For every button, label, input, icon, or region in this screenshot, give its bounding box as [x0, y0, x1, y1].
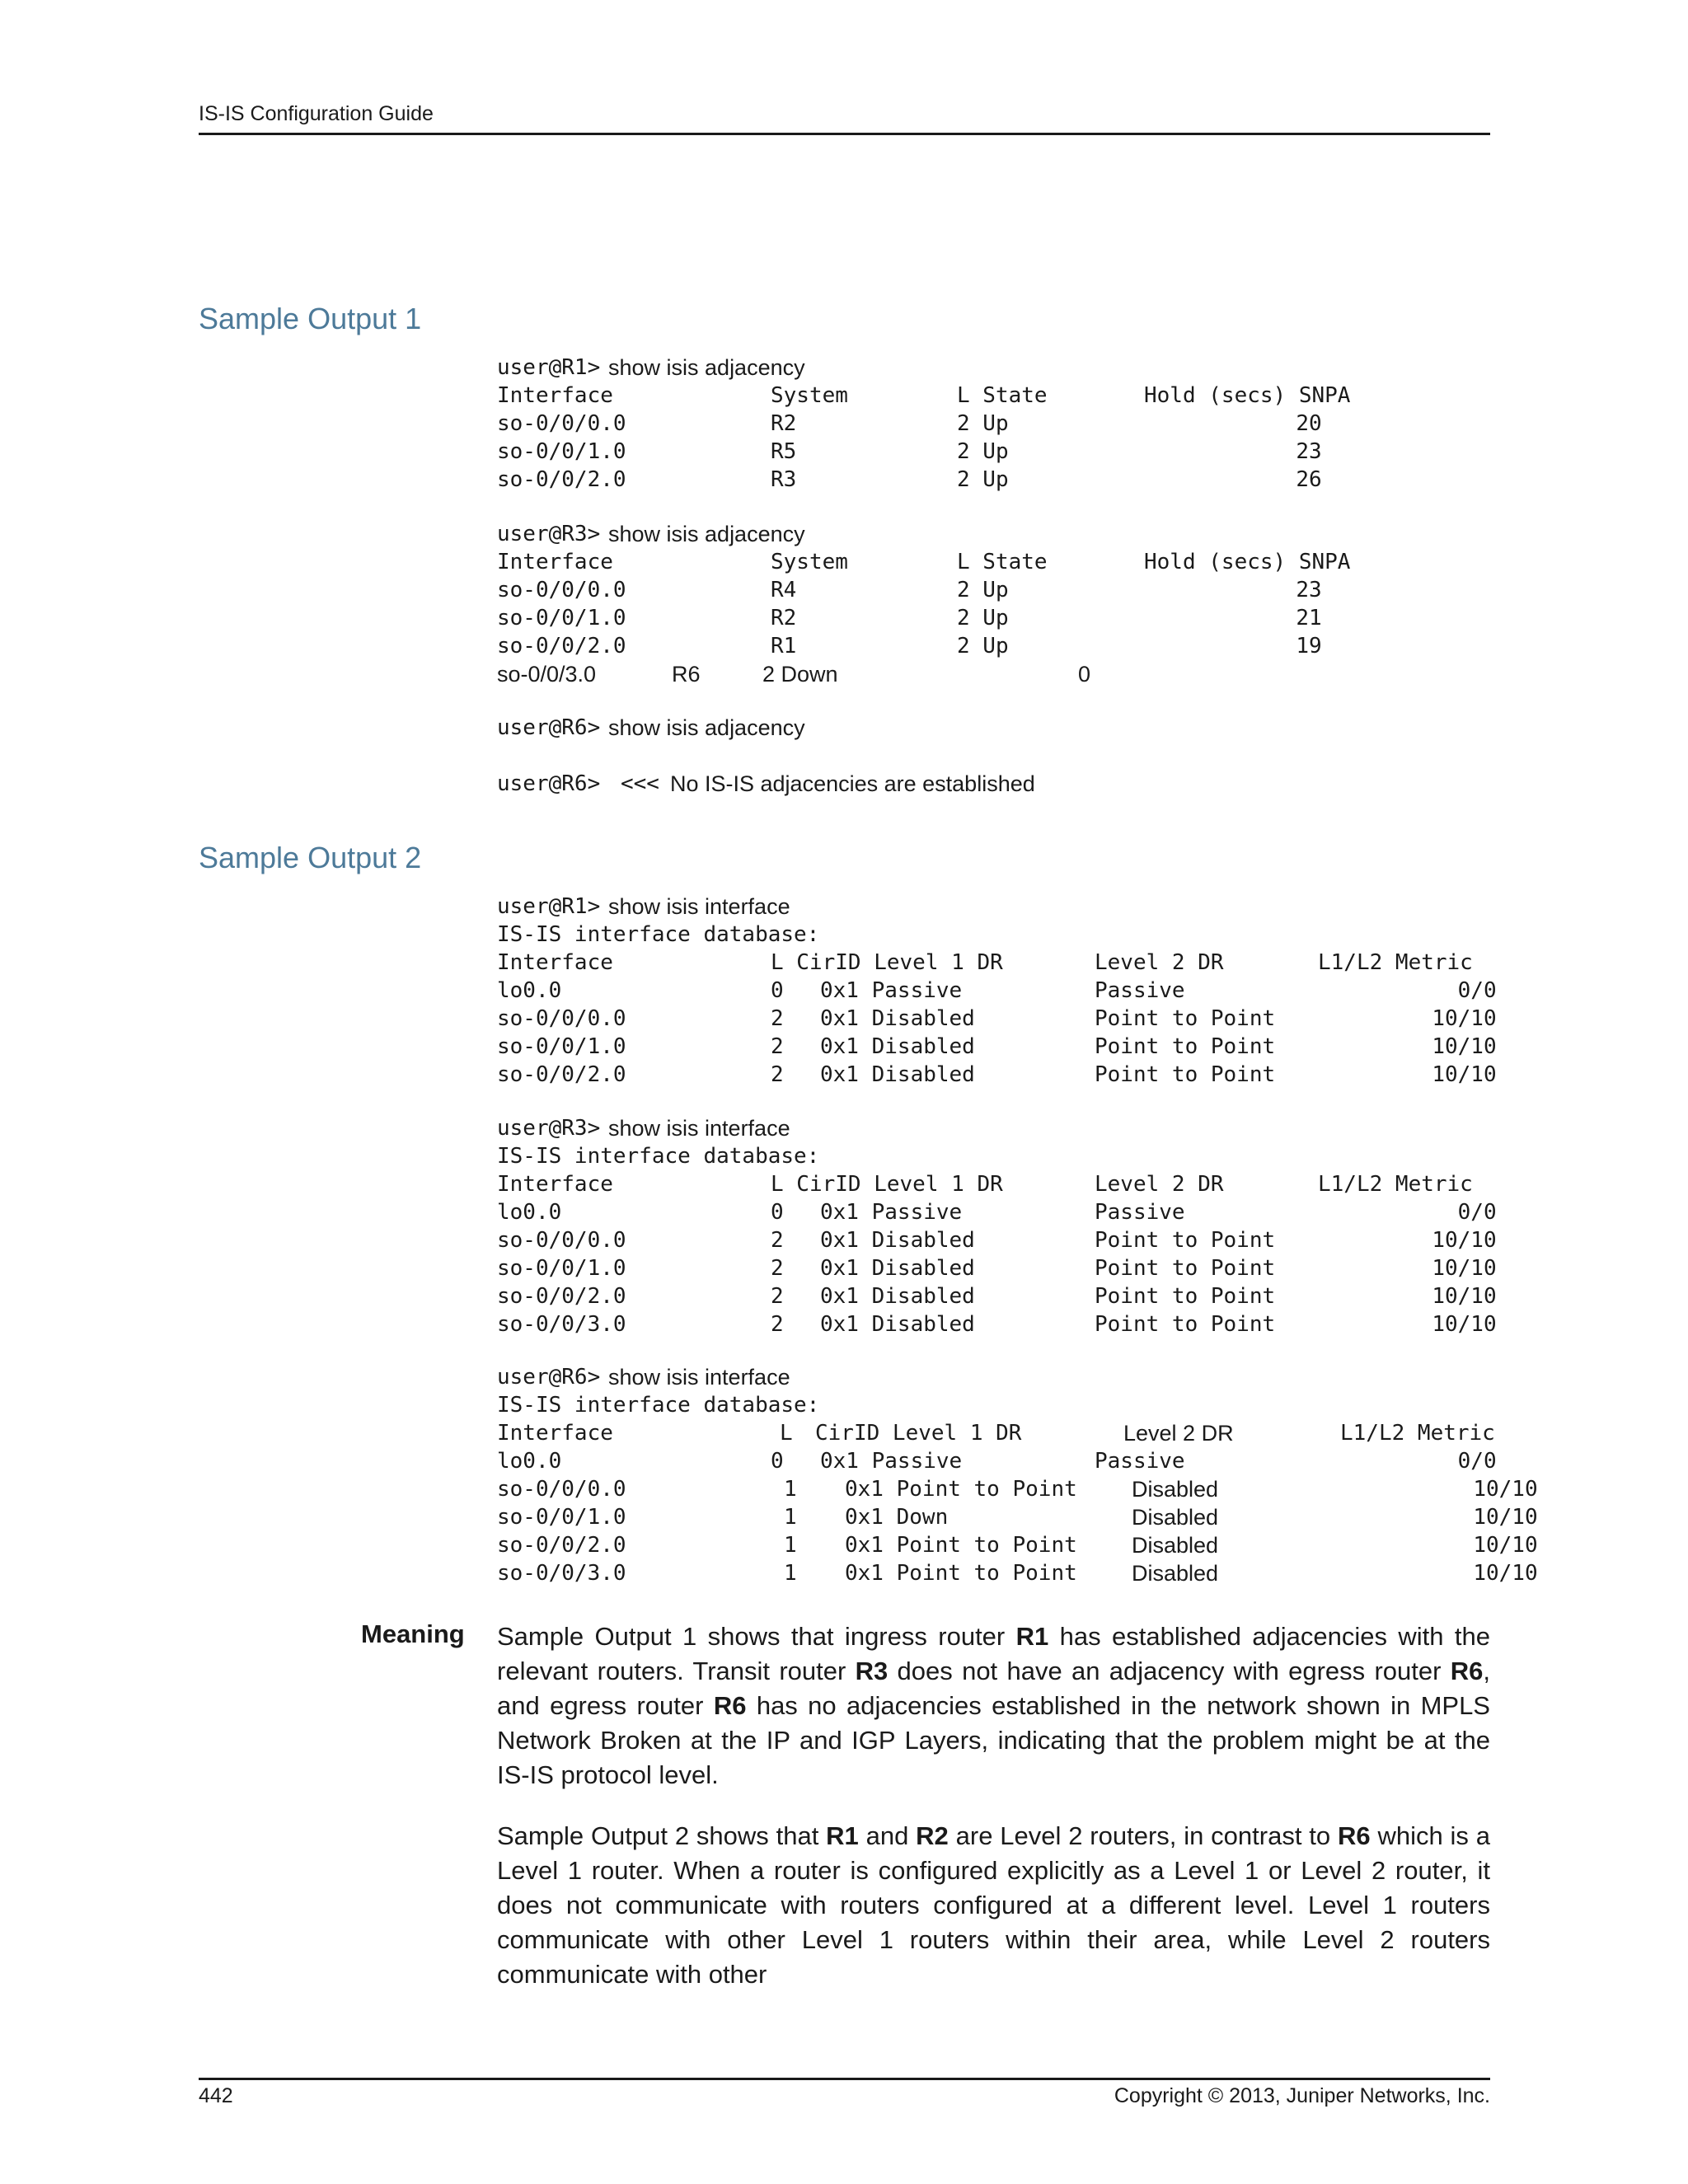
col-metric: L1/L2 Metric	[1340, 1421, 1495, 1446]
command: show isis adjacency	[608, 522, 805, 546]
cell-l: 1	[784, 1477, 797, 1502]
cell-level1: 0x1 Point to Point	[845, 1533, 1077, 1558]
cell-level2: Disabled	[1132, 1561, 1219, 1586]
prompt: user@R6>	[497, 1365, 601, 1390]
cell-system: R1	[771, 634, 797, 658]
cell-l: 1	[784, 1505, 797, 1530]
prompt: user@R3>	[497, 1116, 601, 1141]
table-row	[497, 1033, 1497, 1061]
cell-interface: so-0/0/0.0	[497, 1006, 626, 1031]
table-header	[497, 949, 1473, 977]
prompt: user@R6>	[497, 715, 601, 740]
cell-level2: Passive	[1095, 1449, 1185, 1474]
cell-l: 2	[771, 1228, 784, 1253]
cell-l: 2	[771, 1006, 784, 1031]
col-interface: Interface	[497, 950, 613, 975]
table-row	[497, 1559, 1538, 1587]
interface-output-r1	[497, 893, 1497, 1089]
heading-sample-output-2: Sample Output 2	[199, 841, 422, 874]
cell-interface: so-0/0/1.0	[497, 1505, 626, 1530]
cell-interface: so-0/0/1.0	[497, 606, 626, 630]
cell-state: 2 Up	[957, 411, 1009, 436]
cell-l: 2	[771, 1284, 784, 1309]
prompt: user@R3>	[497, 522, 601, 546]
cell-metric: 10/10	[1432, 1256, 1497, 1281]
col-interface: Interface	[497, 550, 613, 574]
adjacency-output-r6	[497, 714, 1035, 798]
table-row	[497, 438, 1322, 466]
cell-level1: 0x1 Disabled	[820, 1062, 975, 1087]
cell-level2: Point to Point	[1095, 1256, 1276, 1281]
command: show isis interface	[608, 894, 790, 919]
col-interface: Interface	[497, 383, 613, 408]
cell-level2: Passive	[1095, 1200, 1185, 1225]
command: show isis adjacency	[608, 355, 805, 380]
cell-level2: Point to Point	[1095, 1284, 1276, 1309]
command: show isis adjacency	[608, 715, 805, 740]
col-l: L	[780, 1421, 793, 1446]
cell-level1: 0x1 Down	[845, 1505, 949, 1530]
table-row	[497, 410, 1322, 438]
cell-l: 0	[771, 978, 784, 1003]
cell-interface: so-0/0/3.0	[497, 1561, 626, 1586]
cell-interface: so-0/0/0.0	[497, 578, 626, 602]
table-row	[497, 1503, 1538, 1531]
cell-interface: so-0/0/1.0	[497, 439, 626, 464]
cell-metric: 10/10	[1432, 1006, 1497, 1031]
cell-state: 2 Up	[957, 606, 1009, 630]
cell-hold: 23	[1296, 578, 1322, 602]
cell-level2: Passive	[1095, 978, 1185, 1003]
col-interface: Interface	[497, 1172, 613, 1197]
col-l-state: L State	[957, 383, 1048, 408]
table-row	[497, 1447, 1497, 1475]
cell-interface: so-0/0/0.0	[497, 411, 626, 436]
cell-level2: Point to Point	[1095, 1034, 1276, 1059]
bold-term: R6	[1450, 1657, 1484, 1685]
table-header	[497, 548, 1351, 576]
cell-metric: 10/10	[1473, 1505, 1538, 1530]
cell-interface: so-0/0/2.0	[497, 1284, 626, 1309]
database-title: IS-IS interface database:	[497, 1393, 820, 1418]
cell-metric: 0/0	[1457, 1200, 1497, 1225]
command-line	[497, 354, 805, 382]
cell-level1: 0x1 Disabled	[820, 1256, 975, 1281]
command-line	[497, 714, 805, 742]
text-run: are Level 2 routers, in contrast to	[948, 1821, 1338, 1850]
cell-interface: so-0/0/0.0	[497, 1477, 626, 1502]
cell-state: 2 Up	[957, 578, 1009, 602]
cell-system: R4	[771, 578, 797, 602]
text-run: , and egress router	[497, 1657, 1491, 1720]
cell-system: R2	[771, 606, 797, 630]
heading-sample-output-1: Sample Output 1	[199, 302, 422, 335]
database-title: IS-IS interface database:	[497, 1144, 820, 1169]
cell-level1: 0x1 Disabled	[820, 1312, 975, 1337]
cell-level2: Point to Point	[1095, 1062, 1276, 1087]
col-metric: L1/L2 Metric	[1318, 1172, 1473, 1197]
cell-level1: 0x1 Passive	[820, 978, 963, 1003]
table-row-down	[497, 660, 1091, 688]
cell-hold: 0	[1078, 662, 1091, 687]
col-hold-snpa: Hold (secs) SNPA	[1144, 550, 1351, 574]
cell-hold: 23	[1296, 439, 1322, 464]
cell-level2: Disabled	[1132, 1477, 1219, 1502]
cell-level1: 0x1 Disabled	[820, 1228, 975, 1253]
table-row	[497, 1226, 1497, 1254]
cell-interface: so-0/0/1.0	[497, 1034, 626, 1059]
cell-l: 1	[784, 1561, 797, 1586]
cell-interface: so-0/0/0.0	[497, 1228, 626, 1253]
cell-hold: 21	[1296, 606, 1322, 630]
table-row	[497, 1475, 1538, 1503]
adjacency-output-r1	[497, 354, 1351, 494]
table-row	[497, 977, 1497, 1005]
text-run: has established adjacencies with the relevant routers. Transit router	[497, 1622, 1490, 1685]
table-row	[497, 1531, 1538, 1559]
command: show isis interface	[608, 1365, 790, 1390]
interface-output-r6	[497, 1363, 1538, 1587]
database-title: IS-IS interface database:	[497, 922, 820, 947]
table-row	[497, 1005, 1497, 1033]
bold-term: R2	[916, 1821, 949, 1850]
cell-interface: so-0/0/1.0	[497, 1256, 626, 1281]
col-l-cirid-level1: L CirID Level 1 DR	[771, 950, 1003, 975]
table-row	[497, 632, 1322, 660]
cell-interface: lo0.0	[497, 978, 562, 1003]
no-adjacency-note: No IS-IS adjacencies are established	[670, 771, 1035, 796]
table-row	[497, 576, 1322, 604]
cell-interface: so-0/0/2.0	[497, 634, 626, 658]
command-line	[497, 1114, 790, 1142]
cell-hold: 20	[1296, 411, 1322, 436]
meaning-label: Meaning	[361, 1619, 465, 1648]
bold-term: R6	[1337, 1821, 1371, 1850]
table-header	[497, 382, 1351, 410]
cell-metric: 10/10	[1473, 1477, 1538, 1502]
cell-hold: 19	[1296, 634, 1322, 658]
cell-interface: so-0/0/3.0	[497, 1312, 626, 1337]
cell-level2: Point to Point	[1095, 1312, 1276, 1337]
cell-l: 2	[771, 1312, 784, 1337]
cell-level2: Disabled	[1132, 1533, 1219, 1558]
cell-system: R2	[771, 411, 797, 436]
cell-level1: 0x1 Passive	[820, 1200, 963, 1225]
cell-system: R3	[771, 467, 797, 492]
col-level2: Level 2 DR	[1095, 1172, 1224, 1197]
text-run: and	[858, 1821, 917, 1850]
cell-level1: 0x1 Disabled	[820, 1034, 975, 1059]
cell-interface: lo0.0	[497, 1200, 562, 1225]
cell-interface: so-0/0/2.0	[497, 1533, 626, 1558]
bold-term: R1	[1015, 1622, 1049, 1651]
table-header	[497, 1170, 1473, 1198]
table-row	[497, 1061, 1497, 1089]
command-line	[497, 1363, 790, 1391]
cell-l: 1	[784, 1533, 797, 1558]
prompt: user@R1>	[497, 894, 601, 919]
text-run: Sample Output 2 shows that	[497, 1821, 827, 1850]
cell-level1: 0x1 Passive	[820, 1449, 963, 1474]
cell-level2: Disabled	[1132, 1505, 1219, 1530]
col-level2: Level 2 DR	[1095, 950, 1224, 975]
cell-metric: 10/10	[1432, 1062, 1497, 1087]
col-level2: Level 2 DR	[1123, 1421, 1234, 1446]
col-hold-snpa: Hold (secs) SNPA	[1144, 383, 1351, 408]
cell-level2: Point to Point	[1095, 1006, 1276, 1031]
footer-rule	[199, 2078, 1490, 2080]
cell-level1: 0x1 Disabled	[820, 1006, 975, 1031]
bold-term: R3	[855, 1657, 889, 1685]
col-interface: Interface	[497, 1421, 613, 1446]
running-header: IS-IS Configuration Guide	[199, 102, 434, 125]
cell-system: R6	[672, 662, 701, 687]
page-number: 442	[199, 2084, 233, 2107]
copyright: Copyright © 2013, Juniper Networks, Inc.	[1114, 2084, 1490, 2107]
cell-level2: Point to Point	[1095, 1228, 1276, 1253]
bold-term: R1	[826, 1821, 859, 1850]
header-rule	[199, 133, 1490, 135]
cell-metric: 10/10	[1432, 1312, 1497, 1337]
command: show isis interface	[608, 1116, 790, 1141]
meaning-paragraph-2	[497, 1819, 1490, 1992]
text-run: which is a Level 1 router. When a router is configured explicitly as a Level 1 or Level 2 router, it does not communicate with routers configured at a different level. Level 1 routers communicate with other Level 1 routers within their area, while Level 2 routers communicate with other	[497, 1821, 1490, 1989]
bold-term: R6	[713, 1691, 747, 1720]
text-run: does not have an adjacency with egress router	[888, 1657, 1451, 1685]
cell-l: 0	[771, 1449, 784, 1474]
table-header	[497, 1419, 1495, 1447]
cell-interface: so-0/0/3.0	[497, 662, 597, 687]
note-line	[497, 770, 1035, 798]
cell-hold: 26	[1296, 467, 1322, 492]
col-l-state: L State	[957, 550, 1048, 574]
prompt: user@R1>	[497, 355, 601, 380]
cell-l: 2	[771, 1034, 784, 1059]
cell-metric: 10/10	[1432, 1228, 1497, 1253]
prompt: user@R6>	[497, 771, 601, 796]
cell-metric: 10/10	[1432, 1034, 1497, 1059]
cell-state: 2 Down	[762, 662, 838, 687]
table-row	[497, 1198, 1497, 1226]
cell-state: 2 Up	[957, 439, 1009, 464]
cell-metric: 0/0	[1457, 978, 1497, 1003]
table-row	[497, 1310, 1497, 1338]
adjacency-output-r3	[497, 520, 1351, 688]
col-metric: L1/L2 Metric	[1318, 950, 1473, 975]
cell-metric: 10/10	[1473, 1561, 1538, 1586]
cell-level1: 0x1 Disabled	[820, 1284, 975, 1309]
cell-metric: 0/0	[1457, 1449, 1497, 1474]
command-line	[497, 893, 790, 921]
cell-interface: so-0/0/2.0	[497, 467, 626, 492]
table-row	[497, 604, 1322, 632]
arrows: <<<	[621, 771, 659, 796]
cell-metric: 10/10	[1473, 1533, 1538, 1558]
table-row	[497, 1254, 1497, 1282]
command-line	[497, 520, 805, 548]
text-run: has no adjacencies established in the network shown in MPLS Network Broken at the IP and IGP Layers, indicating that the problem might be at the IS-IS protocol level.	[497, 1691, 1490, 1789]
table-row	[497, 1282, 1497, 1310]
text-run: Sample Output 1 shows that ingress router	[497, 1622, 1016, 1651]
cell-l: 2	[771, 1062, 784, 1087]
cell-state: 2 Up	[957, 467, 1009, 492]
cell-level1: 0x1 Point to Point	[845, 1561, 1077, 1586]
col-cirid-level1: CirID Level 1 DR	[815, 1421, 1022, 1446]
cell-l: 2	[771, 1256, 784, 1281]
cell-metric: 10/10	[1432, 1284, 1497, 1309]
col-system: System	[771, 383, 848, 408]
cell-state: 2 Up	[957, 634, 1009, 658]
cell-level1: 0x1 Point to Point	[845, 1477, 1077, 1502]
col-l-cirid-level1: L CirID Level 1 DR	[771, 1172, 1003, 1197]
interface-output-r3	[497, 1114, 1497, 1338]
cell-interface: so-0/0/2.0	[497, 1062, 626, 1087]
cell-interface: lo0.0	[497, 1449, 562, 1474]
col-system: System	[771, 550, 848, 574]
cell-l: 0	[771, 1200, 784, 1225]
table-row	[497, 466, 1322, 494]
cell-system: R5	[771, 439, 797, 464]
meaning-paragraph-1	[497, 1619, 1490, 1793]
